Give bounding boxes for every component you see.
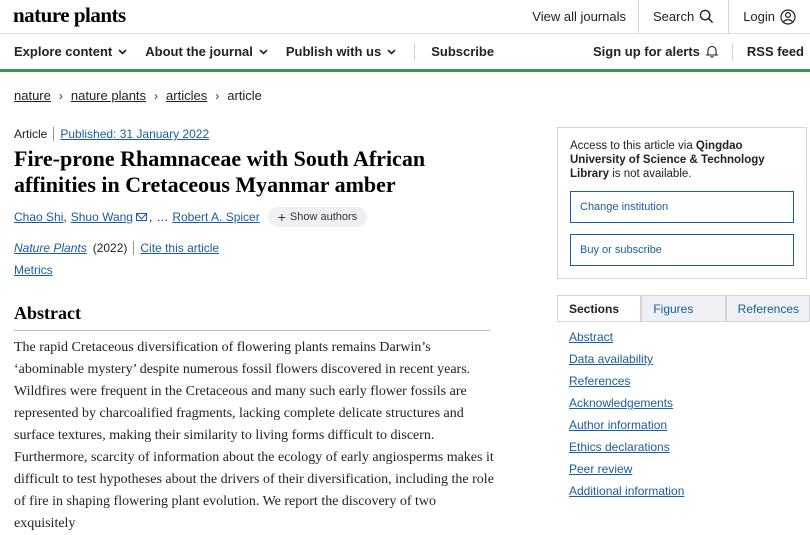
citation-line [14,241,219,255]
login-label: Login [743,9,775,24]
section-link[interactable]: Ethics declarations [569,440,670,454]
article-type: Article [14,127,48,141]
journal-name-link[interactable] [14,241,87,255]
sign-up-alerts-link[interactable] [593,44,732,59]
mail-icon[interactable] [136,213,147,221]
alerts-label: Sign up for alerts [593,44,700,59]
citation-divider [133,241,134,255]
section-link[interactable]: Abstract [569,330,614,344]
author-ellipsis: … [156,210,169,224]
section-link[interactable]: References [569,374,631,388]
show-authors-label: Show authors [289,211,358,223]
section-link[interactable]: Acknowledgements [569,396,674,410]
user-icon [780,9,796,25]
breadcrumb-current: article [227,88,262,103]
search-button[interactable] [638,0,728,33]
chevron-right-icon: › [215,88,220,103]
breadcrumb [14,88,262,103]
list-item[interactable] [569,438,684,460]
journal-name: Nature Plants [14,241,87,255]
list-item[interactable] [569,394,684,416]
abstract-heading: Abstract [14,303,490,331]
cite-article-link[interactable]: Cite this article [140,241,220,255]
chevron-down-icon [259,49,268,55]
chevron-down-icon [118,49,127,55]
tab-references[interactable]: References [726,295,810,321]
list-item[interactable] [569,460,684,482]
access-prefix: Access to this article via [570,140,693,152]
rss-feed-link[interactable]: RSS feed [732,43,804,61]
author-link[interactable]: Chao Shi [14,210,64,224]
main-navigation [0,34,810,72]
view-all-journals-link[interactable]: View all journals [532,9,626,24]
about-journal-label: About the journal [145,44,253,59]
tab-sections[interactable]: Sections [557,295,641,321]
explore-content-menu[interactable] [14,44,127,59]
citation-year: (2022) [92,241,128,255]
section-list [569,328,684,504]
search-icon [699,9,714,24]
chevron-right-icon: › [154,88,159,103]
list-item[interactable] [569,328,684,350]
metrics-link[interactable] [14,263,53,277]
list-item[interactable] [569,372,684,394]
publish-with-us-label: Publish with us [285,44,382,59]
section-link[interactable]: Data availability [569,352,654,366]
list-item[interactable] [569,482,684,504]
meta-divider [53,127,54,141]
publish-with-us-menu[interactable] [286,44,396,59]
plus-icon: + [277,209,286,225]
article-title: Fire-prone Rhamnaceae with South African affinities in Cretaceous Myanmar amber [14,146,426,197]
subscribe-link[interactable]: Subscribe [414,43,494,61]
login-button[interactable] [728,0,810,33]
section-link[interactable]: Peer review [569,462,633,476]
top-right-links [518,0,810,33]
list-item[interactable] [569,416,684,438]
about-journal-menu[interactable] [145,44,268,59]
breadcrumb-nature[interactable]: nature [14,88,51,103]
chevron-right-icon: › [58,88,63,103]
author-link[interactable]: Robert A. Spicer [172,210,260,224]
section-link[interactable]: Additional information [569,484,685,498]
published-date-link[interactable]: Published: 31 January 2022 [60,127,210,141]
search-label: Search [652,9,695,24]
access-suffix: is not available. [612,168,692,180]
journal-logo[interactable]: nature plants [13,3,126,27]
breadcrumb-nature-plants[interactable]: nature plants [70,88,147,103]
explore-content-label: Explore content [14,44,113,59]
section-link[interactable]: Author information [569,418,668,432]
breadcrumb-articles[interactable]: articles [166,88,208,103]
abstract-text: The rapid Cretaceous diversification of flowering plants remains Darwin’s ‘abominable mystery’ despite numerous fossil flowers discovered in recent years. Wildfires were frequent in the Cretaceous and many such early flower fossils are represented by charcoalified fragments, lacking complete delicate structures and surface textures, making their similarity to living forms difficult to discern. Furthermore, scarcity of information about the ecology of early angiosperms makes it difficult to test hypotheses about the drivers of their diversification, including the role of fire in shaping flowering plant evolution. We report the discovery of two exquisitely [14,340,494,531]
access-box [557,127,807,279]
access-message [570,139,794,181]
bell-icon [706,45,718,58]
list-item[interactable] [569,350,684,372]
change-institution-button[interactable]: Change institution [570,191,794,223]
top-header [0,0,810,34]
author-link[interactable]: Shuo Wang [70,210,133,224]
author-list: Chao Shi , Shuo Wang , … Robert A. Spicer + Show authors [14,207,367,227]
section-tabs [557,295,810,322]
metrics-label: Metrics [14,263,53,277]
show-authors-button[interactable] [268,207,367,227]
institution-name: Qingdao University of Science & Technology Library [570,140,765,180]
chevron-down-icon [387,49,396,55]
buy-or-subscribe-button[interactable]: Buy or subscribe [570,234,794,266]
article-meta [14,127,209,141]
tab-figures[interactable]: Figures [641,295,725,321]
